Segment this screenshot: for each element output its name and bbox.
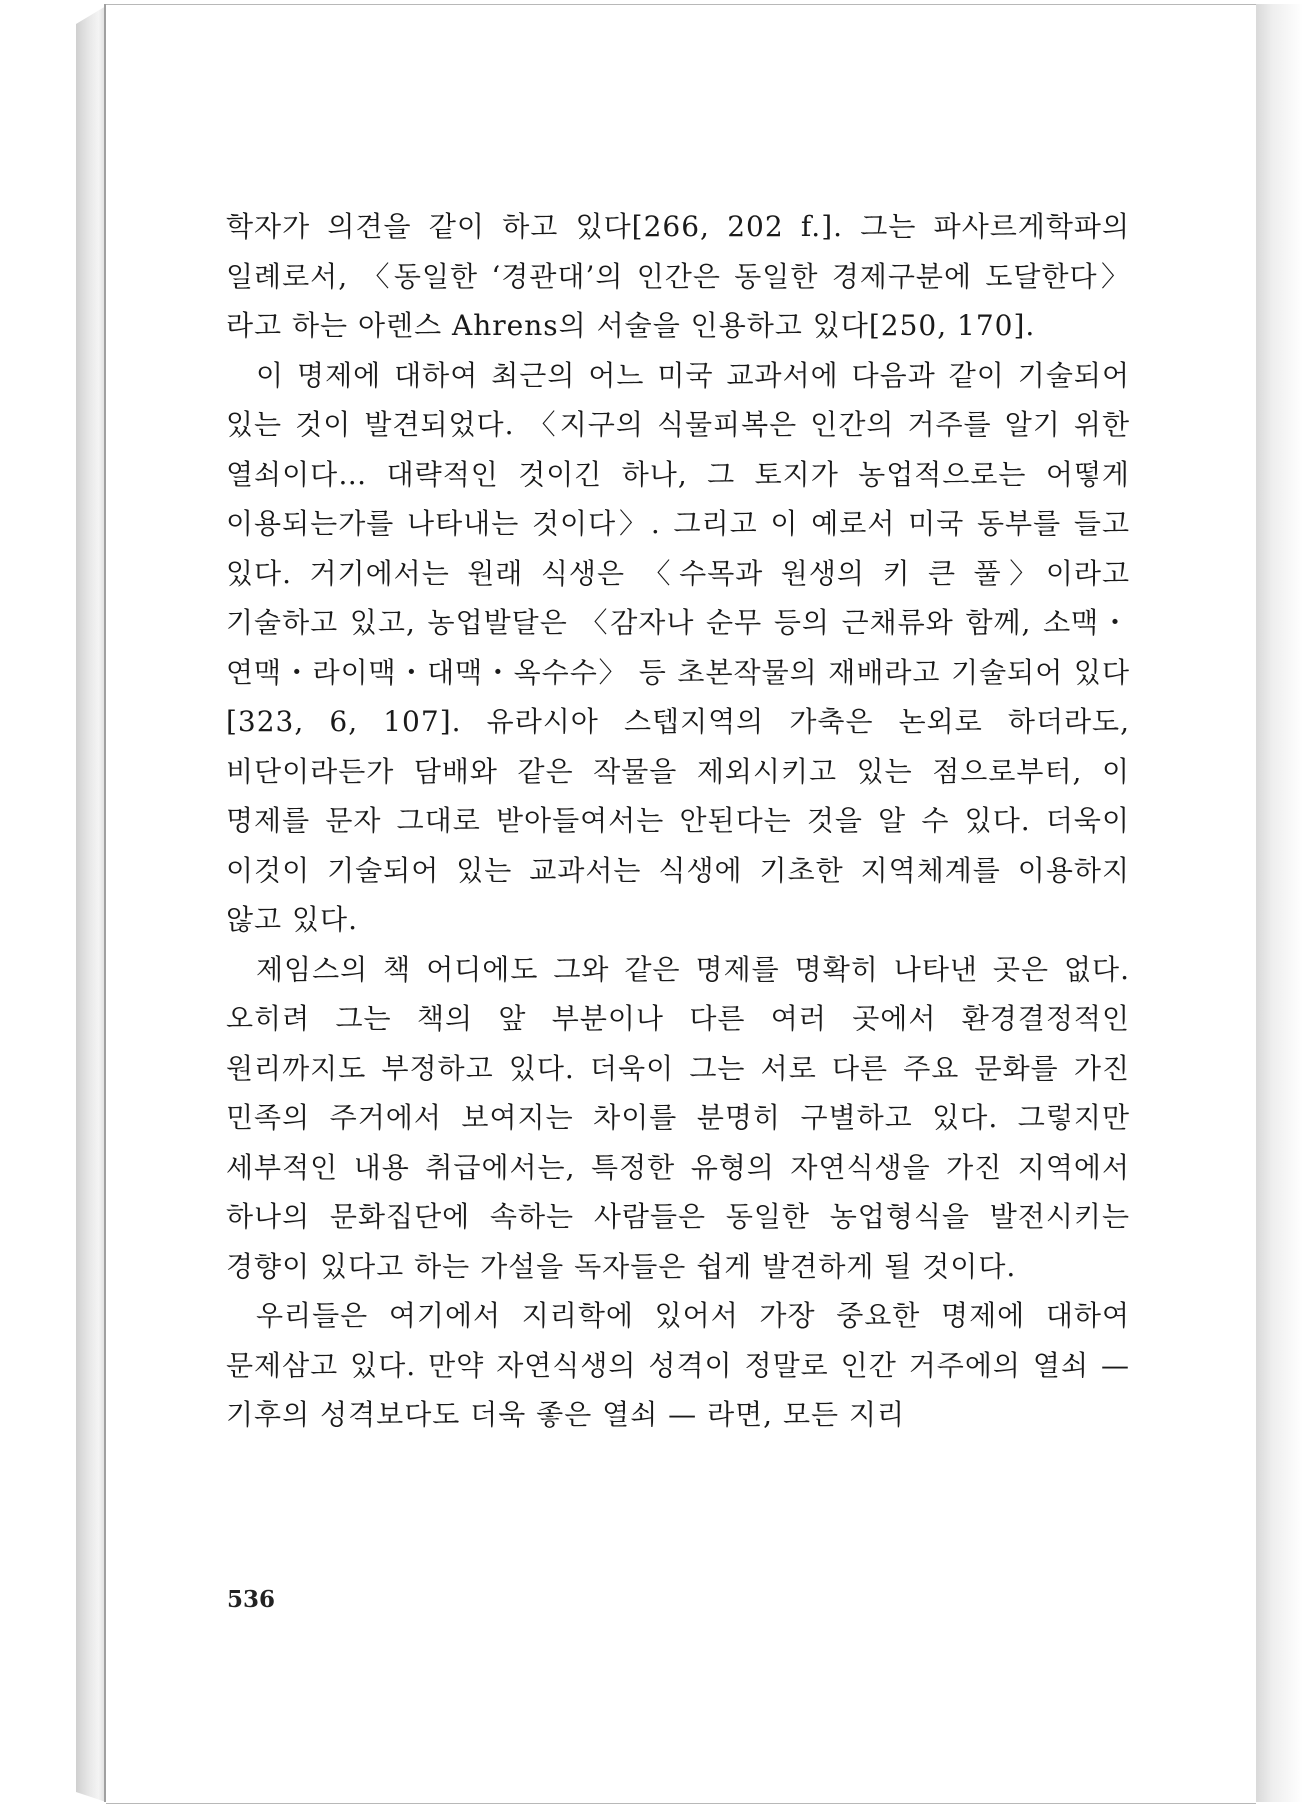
paragraph-continued: 학자가 의견을 같이 하고 있다[266, 202 f.]. 그는 파사르게학파의 일례로서, 〈동일한 ‘경관대’의 인간은 동일한 경제구분에 도달한다〉라고 하는 아렌스 Ahrens의 서술을 인용하고 있다[250, 170]. [226, 210, 1130, 342]
page-edge-shadow [1256, 4, 1303, 1802]
book-spine [76, 6, 106, 1802]
paragraph: 우리들은 여기에서 지리학에 있어서 가장 중요한 명제에 대하여 문제삼고 있다. 만약 자연식생의 성격이 정말로 인간 거주에의 열쇠 — 기후의 성격보다도 더욱 좋은 열쇠 — 라면, 모든 지리 [226, 1299, 1130, 1431]
paragraph: 제임스의 책 어디에도 그와 같은 명제를 명확히 나타낸 곳은 없다. 오히려 그는 책의 앞 부분이나 다른 여러 곳에서 환경결정적인 원리까지도 부정하고 있다. 더욱이 그는 서로 다른 주요 문화를 가진 민족의 주거에서 보여지는 차이를 분명히 구별하고 있다. 그렇지만 세부적인 내용 취급에서는, 특정한 유형의 자연식생을 가진 지역에서 하나의 문화집단에 속하는 사람들은 동일한 농업형식을 발전시키는 경향이 있다고 하는 가설을 독자들은 쉽게 발견하게 될 것이다. [226, 952, 1130, 1283]
paragraph: 이 명제에 대하여 최근의 어느 미국 교과서에 다음과 같이 기술되어 있는 것이 발견되었다. 〈지구의 식물피복은 인간의 거주를 알기 위한 열쇠이다… 대략적인 것이긴 하나, 그 토지가 농업적으로는 어떻게 이용되는가를 나타내는 것이다〉. 그리고 이 예로서 미국 동부를 들고 있다. 거기에서는 원래 식생은 〈수목과 원생의 키 큰 풀〉이라고 기술하고 있고, 농업발달은 〈감자나 순무 등의 근채류와 함께, 소맥・연맥・라이맥・대맥・옥수수〉 등 초본작물의 재배라고 기술되어 있다[323, 6, 107]. 유라시아 스텝지역의 가축은 논외로 하더라도, 비단이라든가 담배와 같은 작물을 제외시키고 있는 점으로부터, 이 명제를 문자 그대로 받아들여서는 안된다는 것을 알 수 있다. 더욱이 이것이 기술되어 있는 교과서는 식생에 기초한 지역체계를 이용하지 않고 있다. [226, 358, 1130, 936]
body-text [226, 202, 1130, 1440]
page-number: 536 [227, 1586, 276, 1613]
book-spine-edge [104, 4, 106, 1802]
